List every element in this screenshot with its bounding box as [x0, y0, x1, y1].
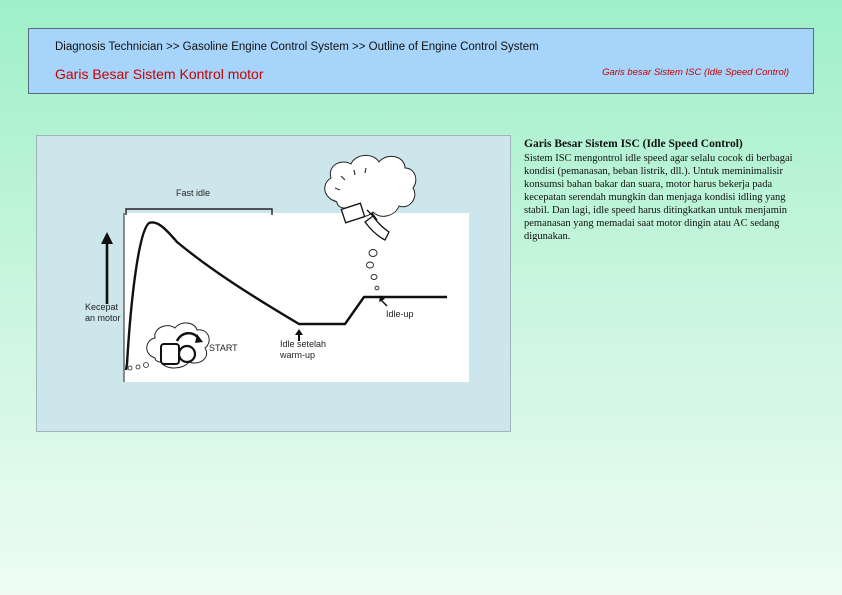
thought-trail-dot — [369, 250, 377, 257]
description-block — [524, 138, 794, 243]
start-dot — [128, 366, 132, 370]
thought-trail-dot — [367, 262, 374, 268]
fast-idle-label: Fast idle — [176, 188, 211, 198]
header-banner — [28, 28, 814, 94]
speed-arrow-head — [101, 232, 113, 244]
thought-bubble — [325, 155, 416, 217]
thought-trail-dot — [375, 286, 379, 290]
start-dot — [136, 365, 140, 369]
page-subtitle: Garis besar Sistem ISC (Idle Speed Control) — [602, 67, 789, 78]
description-heading: Garis Besar Sistem ISC (Idle Speed Control) — [524, 138, 743, 150]
idle-up-label: Idle-up — [386, 309, 414, 319]
thought-trail-dot — [371, 275, 377, 280]
start-label: START — [209, 343, 238, 353]
idle-speed-diagram — [37, 136, 512, 433]
start-dot — [144, 363, 149, 368]
idle-speed-diagram-panel — [36, 135, 511, 432]
breadcrumb[interactable]: Diagnosis Technician >> Gasoline Engine Control System >> Outline of Engine Control System — [55, 41, 539, 53]
engine-speed-axis-label: Kecepatan motor — [85, 302, 121, 323]
page-title: Garis Besar Sistem Kontrol motor — [55, 66, 264, 82]
description-body: Sistem ISC mengontrol idle speed agar selalu cocok di berbagai kondisi (pemanasan, beban listrik, dll.). Untuk meminimalisir konsumsi bahan bakar dan suara, motor harus bekerja pada kecepatan serendah mungkin dan menjaga kondisi idling yang stabil. Dan lagi, idle speed harus ditingkatkan untuk menjamin pemanasan yang memadai saat motor dingin atau AC sedang digunakan. — [524, 153, 793, 242]
warm-up-idle-label: Idle setelah warm-up — [280, 339, 327, 360]
